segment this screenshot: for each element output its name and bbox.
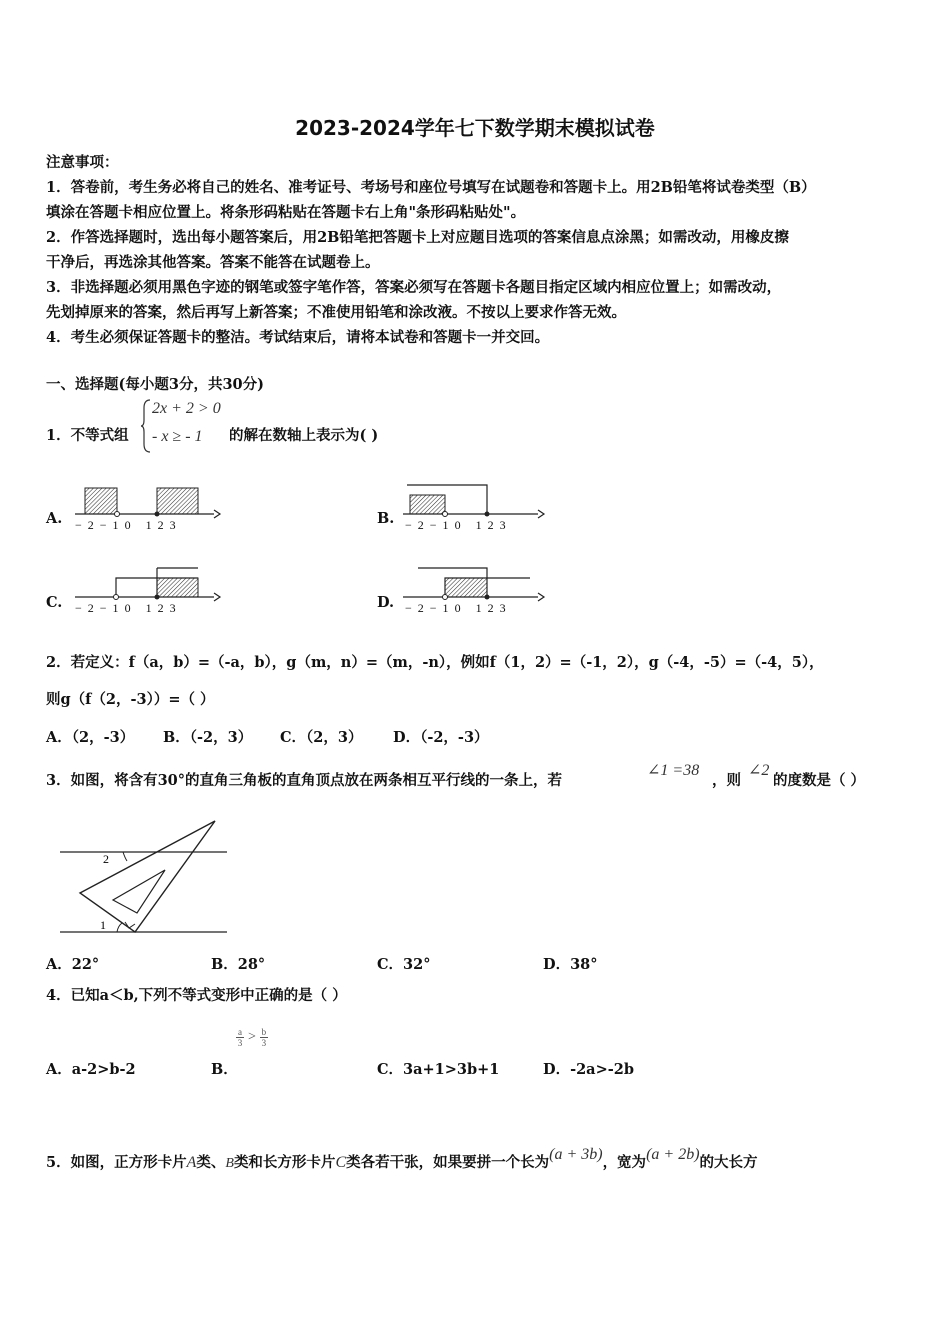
q2-option-d[interactable]: D．（-2，-3） bbox=[393, 729, 489, 746]
q2-option-b[interactable]: B．（-2，3） bbox=[163, 729, 253, 746]
option-b-tick-labels: −2−10 123 bbox=[405, 518, 512, 532]
q1-option-b-label[interactable]: B. bbox=[377, 510, 395, 527]
q3-option-c[interactable]: C．32° bbox=[377, 956, 431, 973]
figure-label-2: 2 bbox=[103, 852, 109, 866]
option-c-tick-labels: −2−10 123 bbox=[75, 601, 182, 615]
q1-option-a-label[interactable]: A. bbox=[46, 510, 63, 527]
option-a-number-line bbox=[75, 488, 220, 518]
q4-option-d[interactable]: D．-2a>-2b bbox=[543, 1061, 634, 1078]
option-a-tick-labels: −2−10 123 bbox=[75, 518, 182, 532]
q1-inequality-1: 2x + 2 > 0 bbox=[152, 400, 221, 417]
q3-option-d[interactable]: D．38° bbox=[543, 956, 598, 973]
q3-option-a[interactable]: A．22° bbox=[46, 956, 100, 973]
q1-suffix: 的解在数轴上表示为( ) bbox=[229, 427, 379, 444]
q1-option-c-label[interactable]: C. bbox=[46, 594, 63, 611]
notes-item-3-line-1: 3．非选择题必须用黑色字迹的钢笔或签字笔作答，答案必须写在答题卡各题目指定区域内相应位置上；如需改动， bbox=[46, 279, 782, 296]
q4-stem: 4．已知a＜b,下列不等式变形中正确的是（ ） bbox=[46, 987, 347, 1004]
q4-option-b[interactable]: B． bbox=[211, 1061, 238, 1078]
q4-option-a[interactable]: A．a-2>b-2 bbox=[46, 1061, 136, 1078]
notes-heading: 注意事项： bbox=[46, 154, 119, 171]
q1-brace bbox=[140, 398, 152, 454]
notes-item-3-line-2: 先划掉原来的答案，然后再写上新答案；不准使用铅笔和涂改液。不按以上要求作答无效。 bbox=[46, 304, 626, 321]
q5-line: 5．如图，正方形卡片A类、B类和长方形卡片C类各若干张，如果要拼一个长为(a + 3b)，宽为(a + 2b)的大长方 bbox=[46, 1146, 758, 1171]
notes-item-1-line-1: 1．答卷前，考生务必将自己的姓名、准考证号、考场号和座位号填写在试题卷和答题卡上。用2B铅笔将试卷类型（B） bbox=[46, 179, 816, 196]
section-heading: 一、选择题(每小题3分，共30分) bbox=[46, 376, 264, 393]
q2-line-1: 2．若定义：f（a，b）=（-a，b），g（m，n）=（m，-n），例如f（1，2）=（-1，2），g（-4，-5）=（-4，5）， bbox=[46, 654, 824, 671]
notes-item-2-line-2: 干净后，再选涂其他答案。答案不能答在试题卷上。 bbox=[46, 254, 380, 271]
q3-prefix: 3．如图，将含有30°的直角三角板的直角顶点放在两条相互平行线的一条上，若 bbox=[46, 772, 563, 789]
q2-line-2: 则g（f（2，-3））=（ ） bbox=[46, 691, 215, 708]
option-d-tick-labels: −2−10 123 bbox=[405, 601, 512, 615]
q3-middle: ，则 bbox=[712, 772, 741, 789]
notes-item-1-line-2: 填涂在答题卡相应位置上。将条形码粘贴在答题卡右上角"条形码粘贴处"。 bbox=[46, 204, 526, 221]
notes-item-4: 4．考生必须保证答题卡的整洁。考试结束后，请将本试卷和答题卡一并交回。 bbox=[46, 329, 550, 346]
page-title: 2023-2024学年七下数学期末模拟试卷 bbox=[295, 116, 655, 140]
q1-option-d-label[interactable]: D. bbox=[377, 594, 395, 611]
notes-item-2-line-1: 2．作答选择题时，选出每小题答案后，用2B铅笔把答题卡上对应题目选项的答案信息点涂黑；如需改动，用橡皮擦 bbox=[46, 229, 789, 246]
q1-prefix: 1．不等式组 bbox=[46, 427, 129, 444]
option-b-number-line bbox=[403, 485, 544, 518]
q3-triangle-figure bbox=[55, 815, 235, 940]
q4-option-b-fraction: $\frac{a}{3} > \frac{b}{3}$ bbox=[237, 1027, 267, 1048]
option-d-number-line bbox=[403, 568, 544, 601]
q3-option-b[interactable]: B．28° bbox=[211, 956, 266, 973]
q1-inequality-2: - x ≥ - 1 bbox=[152, 428, 203, 445]
q2-option-a[interactable]: A．（2，-3） bbox=[46, 729, 135, 746]
q2-option-c[interactable]: C．（2，3） bbox=[280, 729, 363, 746]
q3-angle-2: ∠2 bbox=[748, 762, 770, 779]
q3-suffix: 的度数是（ ） bbox=[773, 772, 866, 789]
figure-label-1: 1 bbox=[100, 918, 106, 932]
q4-option-c[interactable]: C．3a+1>3b+1 bbox=[377, 1061, 500, 1078]
option-c-number-line bbox=[75, 568, 220, 601]
q3-angle-1-expr: ∠1 =38 bbox=[647, 762, 700, 779]
